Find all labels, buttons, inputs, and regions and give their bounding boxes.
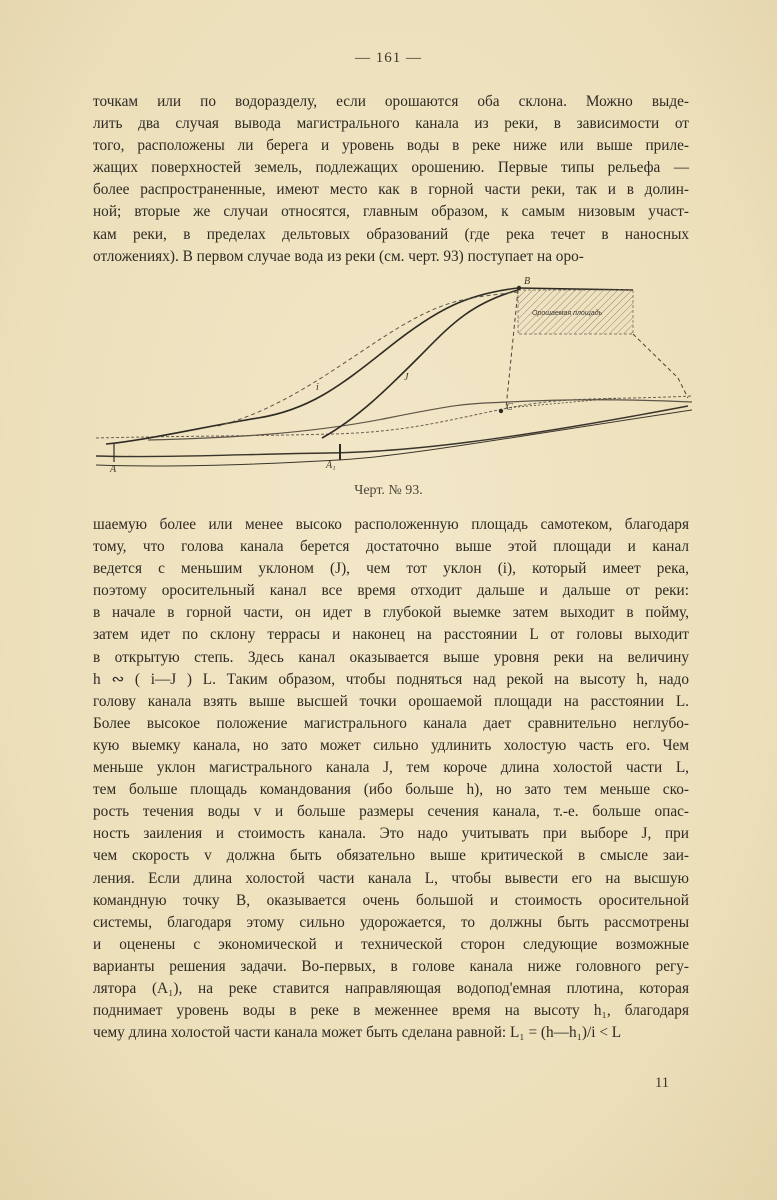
text-line: отложениях). В первом случае вода из реки (см. черт. 93) поступает на оро- — [93, 247, 584, 265]
text-line: меньше уклон магистрального канала J, тем короче длина холостой части L, — [93, 759, 689, 777]
text-line: h ∾ ( i—J ) L. Таким образом, чтобы подняться над рекой на высоту h, надо — [93, 670, 689, 688]
label-J: J — [404, 372, 409, 383]
text-line: того, расположены ли берега и уровень воды в реке ниже или выше приле- — [93, 137, 689, 155]
text-line: шаемую более или менее высоко расположенную площадь самотеком, благодаря — [93, 516, 689, 533]
signature-mark: 11 — [655, 1075, 669, 1091]
text-line: кам реки, в пределах дельтовых образований (где река течет в наносных — [93, 225, 689, 243]
text-line: Более высокое положение магистрального канала дает сравнительно неглубо- — [93, 714, 689, 732]
text-line: поэтому оросительный канал все время отходит дальше и дальше от реки: — [93, 582, 689, 600]
figure-caption: Черт. № 93. — [354, 483, 423, 498]
text-line: лить два случая вывода магистрального канала из реки, в зависимости от — [93, 115, 689, 133]
text-line: поднимает уровень воды в реке в меженнее время на высоту h₁, благодаря — [93, 1002, 689, 1020]
paragraph-main — [93, 514, 689, 1044]
text-line: ность заиления и стоимость канала. Это надо учитывать при выборе J, при — [93, 825, 689, 843]
text-line: тем больше площадь командования (ибо больше h), но зато тем меньше ско- — [93, 781, 689, 799]
text-line: в открытую степь. Здесь канал оказывается выше уровня реки на величину — [93, 648, 689, 666]
canal-diagram — [88, 268, 700, 480]
text-line: кую выемку канала, но зато может сильно удлинить холостую часть его. Чем — [93, 736, 689, 754]
text-line: более распространенные, имеют место как в горной части реки, так и в долин- — [93, 181, 689, 199]
text-line: рость течения воды v и больше размеры сечения канала, т.-е. больше опас- — [93, 803, 689, 821]
page-number: — 161 — — [355, 50, 422, 66]
text-line: точкам или по водоразделу, если орошаются оба склона. Можно выде- — [93, 93, 689, 110]
label-A: A — [110, 464, 117, 475]
valley-line — [96, 410, 692, 466]
label-irrigated-area: Орошаемая площадь — [532, 310, 603, 317]
point-C — [499, 409, 503, 413]
text-line: ной; вторые же случаи относятся, главным образом, к самым низовым участ- — [93, 203, 689, 221]
canal-line-i — [106, 288, 518, 444]
text-line: голову канала взять выше высшей точки орошаемой площади на расстоянии L. — [93, 692, 689, 710]
label-A1: A₁ — [326, 460, 336, 471]
label-C: C — [506, 402, 513, 413]
text-line: тому, что голова канала берется достаточно выше этой площади и канал — [93, 538, 689, 556]
canal-line-J — [322, 290, 518, 438]
text-line: системы, благодаря этому сильно удорожается, то должны быть рассмотрены — [93, 913, 689, 931]
text-line: и оценены с экономической и технической сторон следующие возможные — [93, 935, 689, 953]
label-B: B — [524, 276, 531, 287]
text-line: командную точку B, оказывается очень большой и стоимость оросительной — [93, 891, 689, 909]
text-line: в начале в горной части, он идет в глубокой выемке затем выходит в пойму, — [93, 604, 689, 622]
label-i: i — [316, 382, 319, 393]
text-line: ления. Если длина холостой части канала L, чтобы вывести его на высшую — [93, 869, 689, 887]
paragraph-top — [93, 91, 689, 268]
figure-93 — [88, 268, 700, 480]
text-line: ведется с меньшим уклоном (J), чем тот уклон (i), который имеет река, — [93, 560, 689, 578]
text-line: лятора (A₁), на реке ставится направляющая водопод'емная плотина, которая — [93, 979, 689, 997]
text-line: варианты решения задачи. Во-первых, в голове канала ниже головного регу- — [93, 957, 689, 975]
text-line: затем идет по склону террасы и наконец на расстоянии L от головы выходит — [93, 626, 689, 644]
point-B — [517, 286, 521, 290]
text-line: чему длина холостой части канала может быть сделана равной: L₁ = (h—h₁)/i < L — [93, 1024, 622, 1042]
text-line: чем скорость v должна быть обязательно выше критической в смысле заи- — [93, 847, 689, 865]
text-line: жащих поверхностей земель, подлежащих орошению. Первые типы рельефа — — [93, 159, 689, 177]
